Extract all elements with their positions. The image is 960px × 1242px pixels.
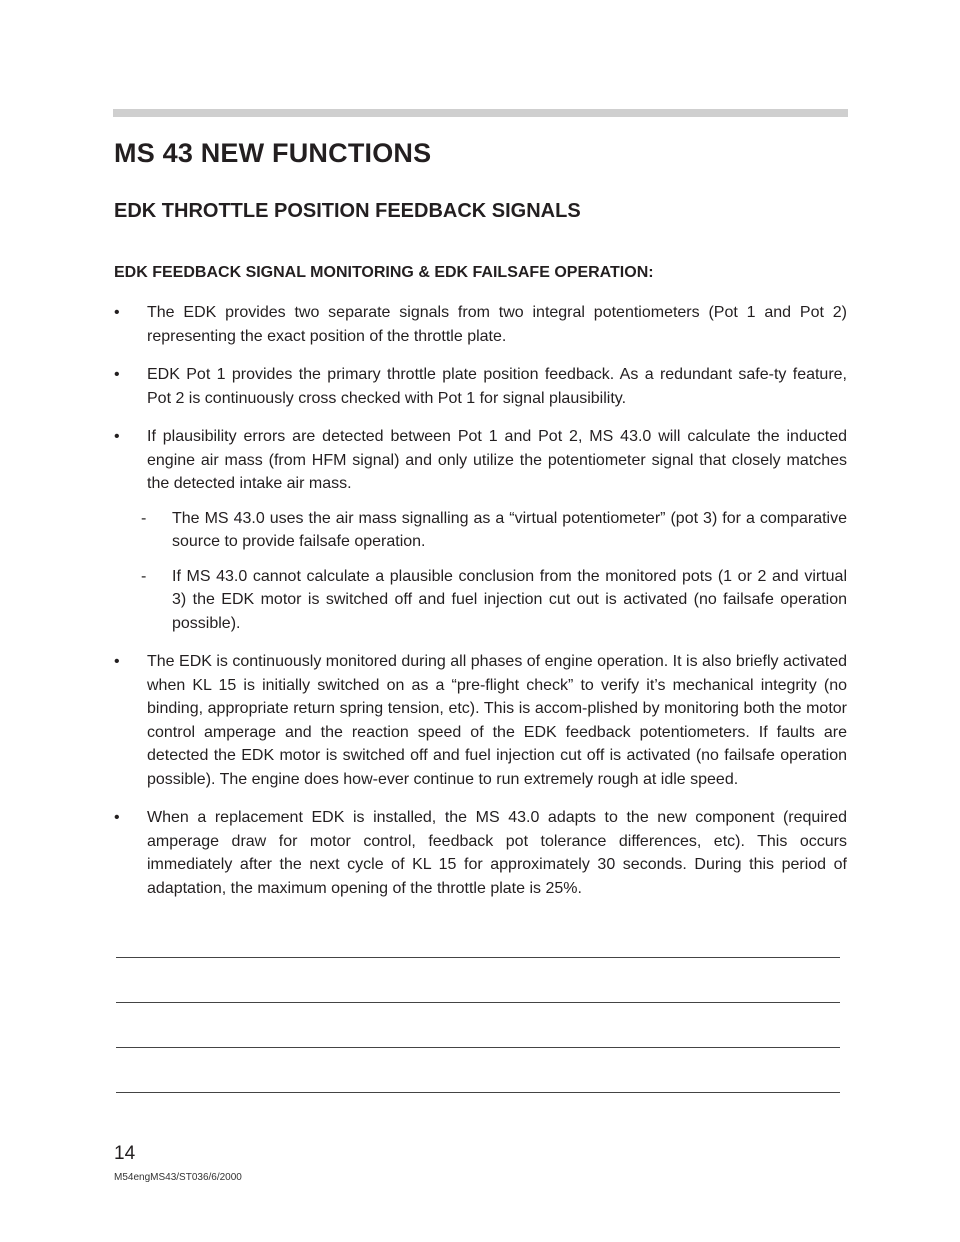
bullet-item bbox=[114, 425, 847, 496]
bullet-text: When a replacement EDK is installed, the MS 43.0 adapts to the new component (required amperage draw for motor control, feedback pot tolerance differences, etc). This occurs immediately after the next cycle of KL 15 for approximately 30 seconds. During this period of adaptation, the maximum opening of the throttle plate is 25%. bbox=[147, 809, 847, 897]
sub-item-marker: - bbox=[141, 509, 147, 527]
bullet-item bbox=[114, 650, 847, 791]
bullet-marker: • bbox=[114, 366, 120, 383]
section-title: EDK THROTTLE POSITION FEEDBACK SIGNALS bbox=[114, 200, 581, 222]
bullet-text: The EDK is continuously monitored during all phases of engine operation. It is also briefly activated when KL 15 is initially switched on as a “pre-flight check” to verify it’s mechanical integrity (no binding, appropriate return spring tension, etc). This is accom-plished by monitoring both the motor control amperage and the reaction speed of the EDK feedback potentiometers. If faults are detected the EDK motor is switched off and fuel injection cut off is activated (no failsafe operation possible). The engine does how-ever continue to run extremely rough at idle speed. bbox=[147, 653, 847, 788]
notes-line bbox=[116, 1092, 840, 1093]
notes-line bbox=[116, 1047, 840, 1048]
sub-item-marker: - bbox=[141, 567, 147, 585]
sub-item bbox=[114, 507, 847, 554]
bullet-marker: • bbox=[114, 653, 120, 670]
notes-line bbox=[116, 957, 840, 958]
sub-item bbox=[114, 565, 847, 636]
document-code: M54engMS43/ST036/6/2000 bbox=[114, 1172, 242, 1183]
bullet-item bbox=[114, 363, 847, 410]
body-text bbox=[114, 301, 847, 915]
bullet-item bbox=[114, 301, 847, 348]
bullet-marker: • bbox=[114, 428, 120, 445]
bullet-text: EDK Pot 1 provides the primary throttle plate position feedback. As a redundant safe-ty feature, Pot 2 is continuously cross checked with Pot 1 for signal plausibility. bbox=[147, 366, 847, 407]
bullet-marker: • bbox=[114, 809, 120, 826]
notes-line bbox=[116, 1002, 840, 1003]
header-rule bbox=[113, 109, 848, 117]
sub-item-text: If MS 43.0 cannot calculate a plausible conclusion from the monitored pots (1 or 2 and virtual 3) the EDK motor is switched off and fuel injection cut out is activated (no failsafe operation possible). bbox=[172, 567, 847, 632]
bullet-text: If plausibility errors are detected between Pot 1 and Pot 2, MS 43.0 will calculate the inducted engine air mass (from HFM signal) and only utilize the potentiometer signal that closely matches the detected intake air mass. bbox=[147, 428, 847, 492]
bullet-text: The EDK provides two separate signals from two integral potentiometers (Pot 1 and Pot 2) representing the exact position of the throttle plate. bbox=[147, 304, 847, 345]
bullet-marker: • bbox=[114, 304, 120, 321]
subsection-heading: EDK FEEDBACK SIGNAL MONITORING & EDK FAILSAFE OPERATION: bbox=[114, 264, 654, 281]
page-number: 14 bbox=[114, 1143, 136, 1164]
bullet-item bbox=[114, 806, 847, 900]
page-title: MS 43 NEW FUNCTIONS bbox=[114, 138, 432, 168]
sub-item-text: The MS 43.0 uses the air mass signalling as a “virtual potentiometer” (pot 3) for a comparative source to provide failsafe operation. bbox=[172, 509, 847, 550]
